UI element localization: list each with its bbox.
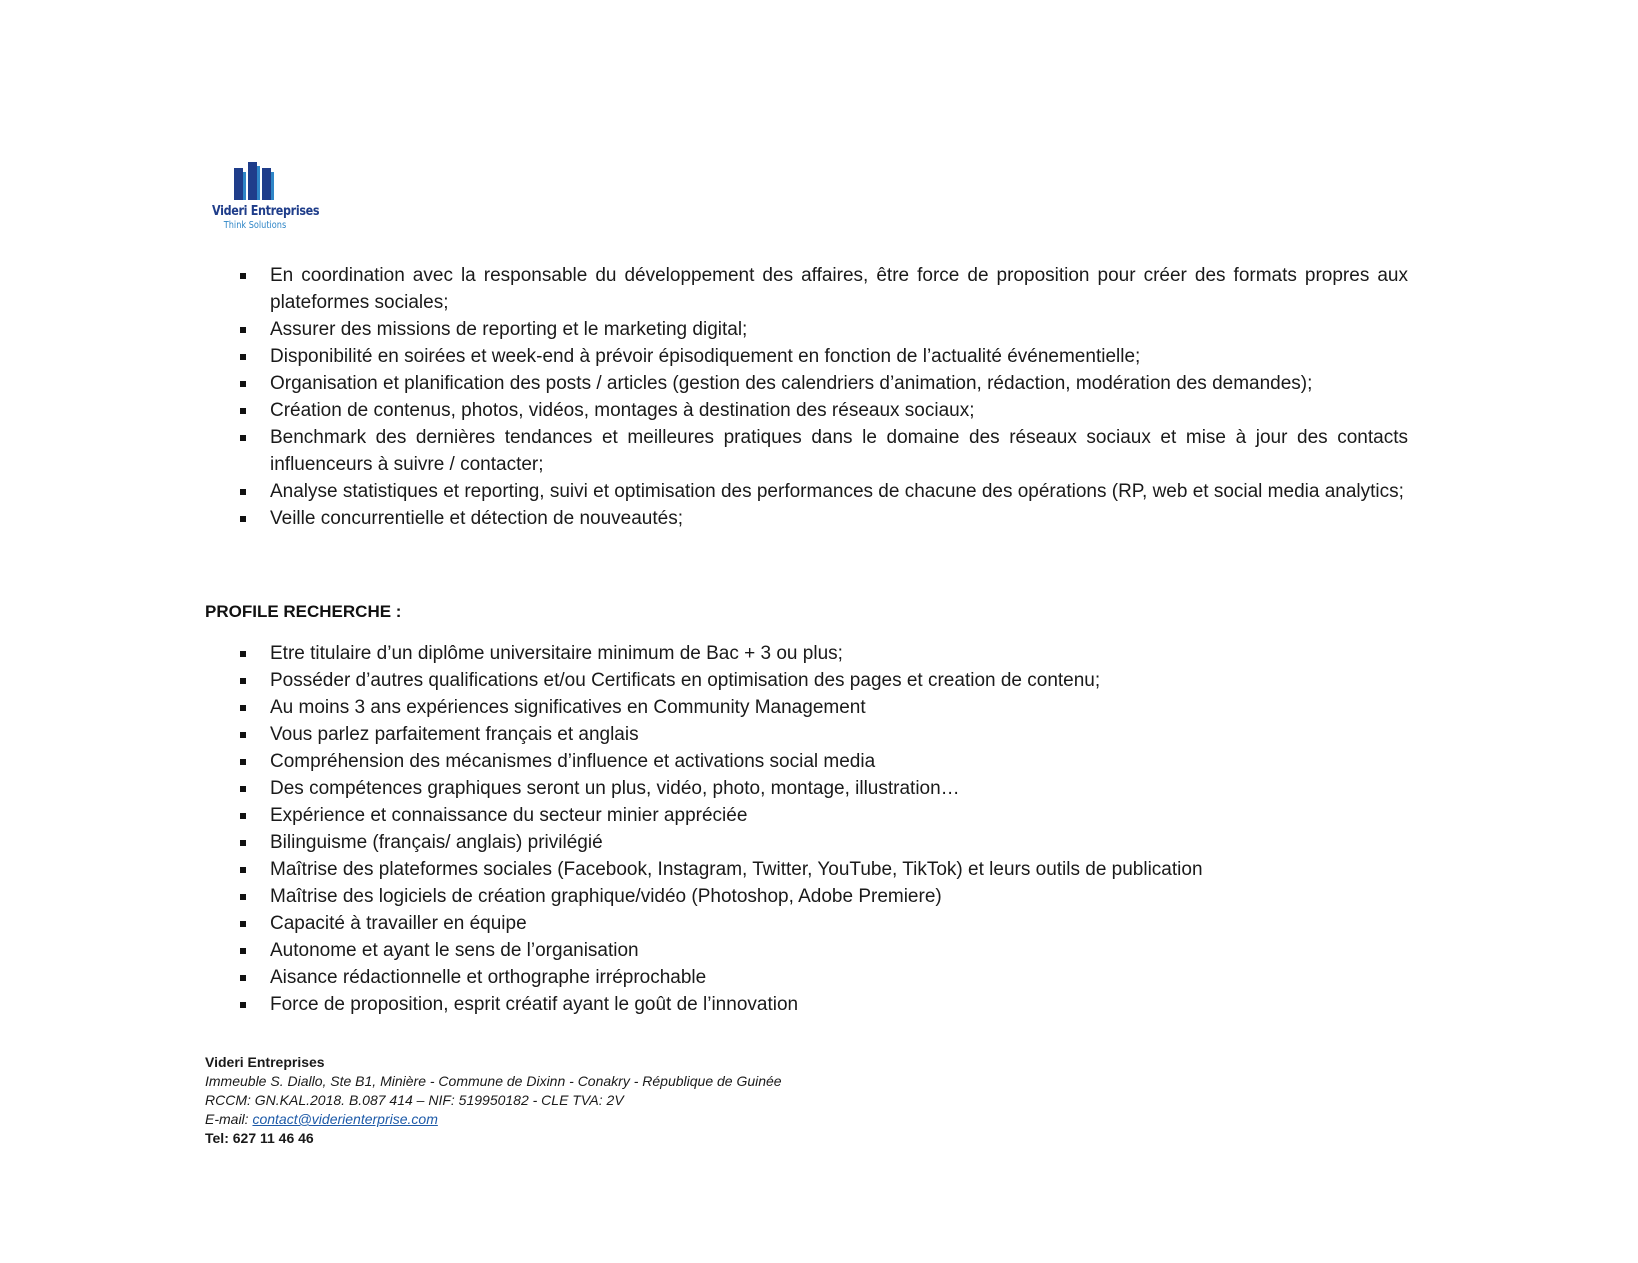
footer-company-name: Videri Entreprises (205, 1054, 325, 1070)
list-item: Aisance rédactionnelle et orthographe irréprochable (228, 964, 1408, 991)
list-item: Etre titulaire d’un diplôme universitaire minimum de Bac + 3 ou plus; (228, 640, 1408, 667)
list-item: Expérience et connaissance du secteur minier appréciée (228, 802, 1408, 829)
list-item: Disponibilité en soirées et week-end à prévoir épisodiquement en fonction de l’actualité événementielle; (228, 343, 1408, 370)
list-item: Capacité à travailler en équipe (228, 910, 1408, 937)
email-link[interactable]: contact@viderienterprise.com (252, 1111, 438, 1127)
footer-address: Immeuble S. Diallo, Ste B1, Minière - Commune de Dixinn - Conakry - République de Guinée (205, 1073, 782, 1089)
list-item: Veille concurrentielle et détection de nouveautés; (228, 505, 1408, 532)
list-item: Posséder d’autres qualifications et/ou Certificats en optimisation des pages et creation de contenu; (228, 667, 1408, 694)
footer-contact-block (205, 1053, 782, 1148)
logo-bars-icon (230, 160, 280, 202)
list-item: Benchmark des dernières tendances et meilleures pratiques dans le domaine des réseaux sociaux et mise à jour des contacts influenceurs à suivre / contacter; (228, 424, 1408, 478)
list-item: En coordination avec la responsable du développement des affaires, être force de proposition pour créer des formats propres aux plateformes sociales; (228, 262, 1408, 316)
list-item: Bilinguisme (français/ anglais) privilégié (228, 829, 1408, 856)
list-item: Analyse statistiques et reporting, suivi et optimisation des performances de chacune des opérations (RP, web et social media analytics; (228, 478, 1408, 505)
list-item: Autonome et ayant le sens de l’organisation (228, 937, 1408, 964)
footer-telephone: Tel: 627 11 46 46 (205, 1130, 314, 1146)
footer-rccm: RCCM: GN.KAL.2018. B.087 414 – NIF: 519950182 - CLE TVA: 2V (205, 1092, 624, 1108)
list-item: Maîtrise des logiciels de création graphique/vidéo (Photoshop, Adobe Premiere) (228, 883, 1408, 910)
missions-list (228, 262, 1408, 532)
list-item: Maîtrise des plateformes sociales (Facebook, Instagram, Twitter, YouTube, TikTok) et leurs outils de publication (228, 856, 1408, 883)
company-logo (205, 160, 320, 231)
list-item: Organisation et planification des posts / articles (gestion des calendriers d’animation, rédaction, modération des demandes); (228, 370, 1408, 397)
list-item: Compréhension des mécanismes d’influence et activations social media (228, 748, 1408, 775)
list-item: Au moins 3 ans expériences significatives en Community Management (228, 694, 1408, 721)
email-label: E-mail: (205, 1111, 253, 1127)
profile-list (228, 640, 1408, 1018)
list-item: Assurer des missions de reporting et le marketing digital; (228, 316, 1408, 343)
logo-name: Videri Entreprises (212, 204, 320, 219)
list-item: Force de proposition, esprit créatif ayant le goût de l’innovation (228, 991, 1408, 1018)
list-item: Vous parlez parfaitement français et anglais (228, 721, 1408, 748)
footer-email-line (205, 1110, 782, 1129)
logo-tagline: Think Solutions (223, 220, 287, 231)
list-item: Des compétences graphiques seront un plus, vidéo, photo, montage, illustration… (228, 775, 1408, 802)
profile-section-title: PROFILE RECHERCHE : (205, 602, 402, 621)
list-item: Création de contenus, photos, vidéos, montages à destination des réseaux sociaux; (228, 397, 1408, 424)
